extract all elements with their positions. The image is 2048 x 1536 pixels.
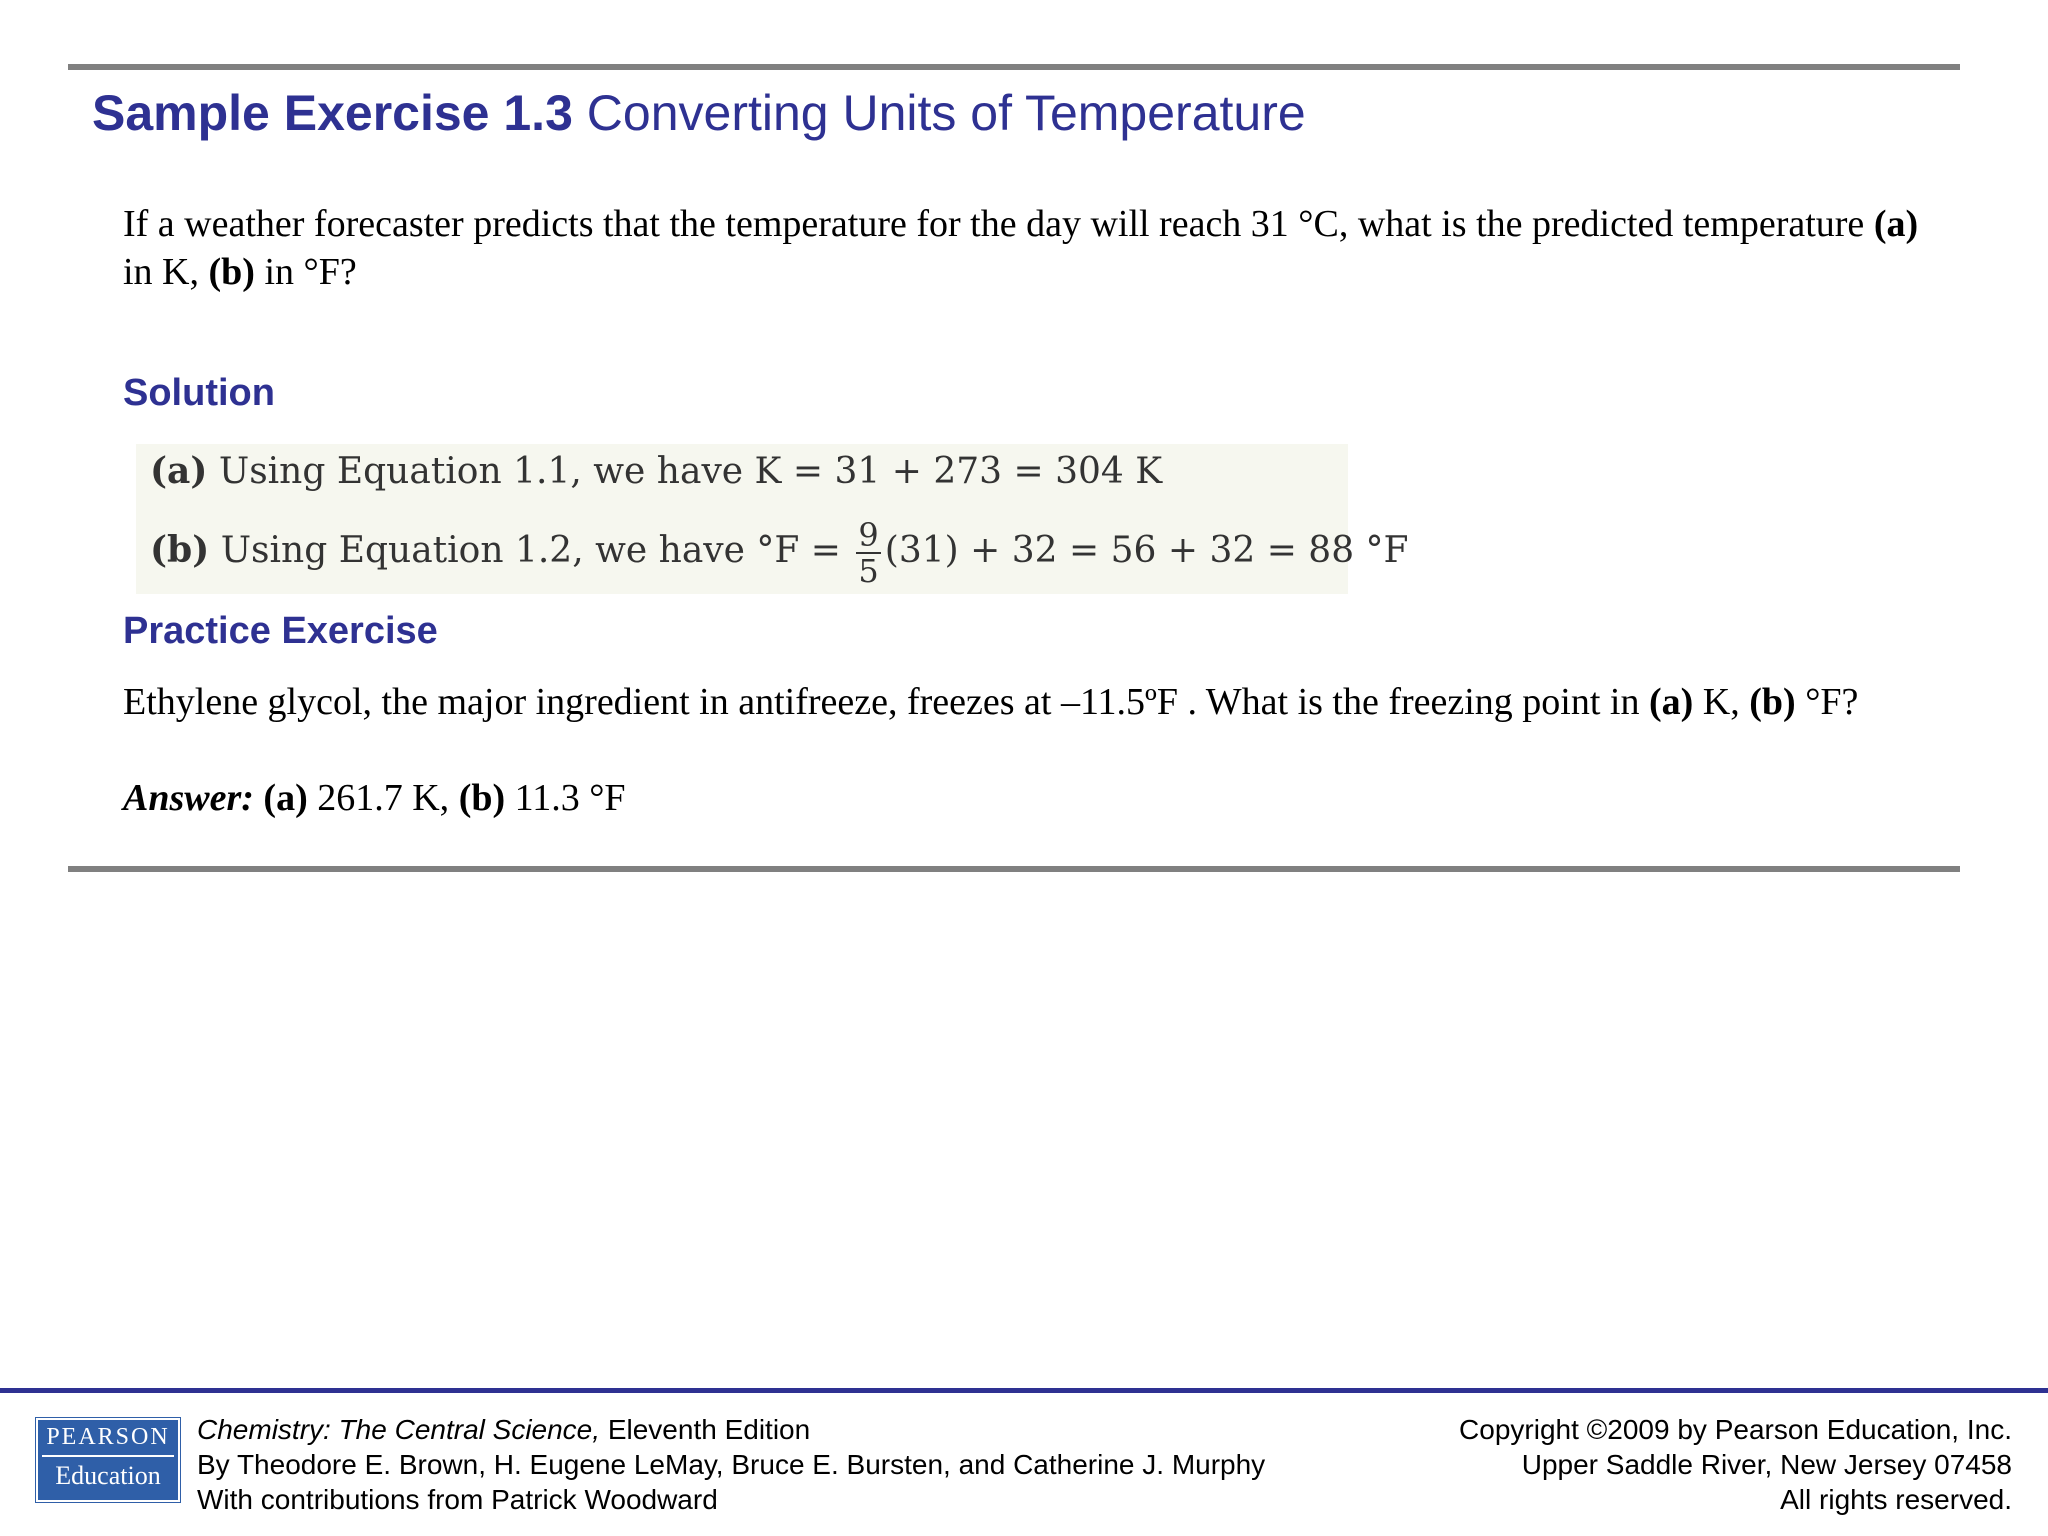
footer-contributions: With contributions from Patrick Woodward bbox=[197, 1484, 718, 1515]
fraction-numerator: 9 bbox=[858, 516, 879, 554]
answer-label: Answer: bbox=[123, 777, 254, 819]
solution-a-text: Using Equation 1.1, we have K = 31 + 273 = 304 K bbox=[207, 451, 1163, 492]
practice-text-1: Ethylene glycol, the major ingredient in antifreeze, freezes at –11.5ºF . What is the freezing point in bbox=[123, 681, 1649, 723]
problem-text-2: in K, bbox=[123, 251, 209, 293]
rights-line: All rights reserved. bbox=[1780, 1484, 2012, 1515]
solution-heading: Solution bbox=[123, 372, 275, 414]
fraction-nine-fifths bbox=[856, 518, 880, 588]
footer-bar bbox=[0, 1388, 2048, 1393]
solution-b-text-post: (31) + 32 = 56 + 32 = 88 °F bbox=[884, 530, 1409, 571]
title-topic: Converting Units of Temperature bbox=[572, 85, 1306, 141]
answer-b-label: (b) bbox=[458, 777, 506, 819]
problem-statement bbox=[123, 200, 1923, 296]
problem-part-b-label: (b) bbox=[208, 251, 255, 293]
fraction-denominator: 5 bbox=[858, 552, 879, 590]
answer-a-value: 261.7 K, bbox=[307, 777, 459, 819]
footer-citation bbox=[197, 1412, 1265, 1517]
practice-text-3: °F? bbox=[1795, 681, 1859, 723]
pearson-logo bbox=[36, 1418, 180, 1502]
logo-separator bbox=[42, 1455, 174, 1457]
solution-line-b bbox=[150, 518, 1409, 588]
answer-b-value: 11.3 °F bbox=[505, 777, 626, 819]
practice-statement bbox=[123, 678, 1943, 726]
footer-edition: Eleventh Edition bbox=[600, 1414, 811, 1445]
top-divider bbox=[68, 64, 1960, 70]
solution-line-a bbox=[150, 450, 1162, 492]
footer-authors: By Theodore E. Brown, H. Eugene LeMay, Bruce E. Bursten, and Catherine J. Murphy bbox=[197, 1449, 1266, 1480]
solution-box bbox=[136, 444, 1409, 594]
bottom-divider bbox=[68, 866, 1960, 872]
footer-book-title: Chemistry: The Central Science, bbox=[197, 1414, 601, 1445]
solution-b-text-pre: Using Equation 1.2, we have °F = bbox=[209, 530, 853, 571]
practice-part-b-label: (b) bbox=[1749, 681, 1796, 723]
location-line: Upper Saddle River, New Jersey 07458 bbox=[1521, 1449, 2012, 1480]
answer-a-label: (a) bbox=[263, 777, 308, 819]
footer-copyright bbox=[1459, 1412, 2012, 1517]
practice-heading: Practice Exercise bbox=[123, 610, 438, 652]
practice-part-a-label: (a) bbox=[1648, 681, 1694, 723]
logo-bottom-text: Education bbox=[55, 1461, 161, 1490]
solution-b-label: (b) bbox=[150, 529, 210, 571]
problem-text-1: If a weather forecaster predicts that the temperature for the day will reach 31 °C, what is the predicted temperature bbox=[123, 203, 1874, 245]
solution-a-label: (a) bbox=[150, 450, 208, 492]
problem-text-3: in °F? bbox=[254, 251, 357, 293]
page-title bbox=[92, 84, 1306, 142]
problem-part-a-label: (a) bbox=[1873, 203, 1919, 245]
practice-text-2: K, bbox=[1693, 681, 1750, 723]
copyright-line: Copyright ©2009 by Pearson Education, Inc. bbox=[1459, 1414, 2012, 1445]
practice-answer bbox=[123, 774, 626, 822]
logo-top-text: PEARSON bbox=[46, 1424, 170, 1450]
footer-book-line bbox=[197, 1412, 1265, 1447]
title-exercise-number: Sample Exercise 1.3 bbox=[92, 85, 573, 141]
